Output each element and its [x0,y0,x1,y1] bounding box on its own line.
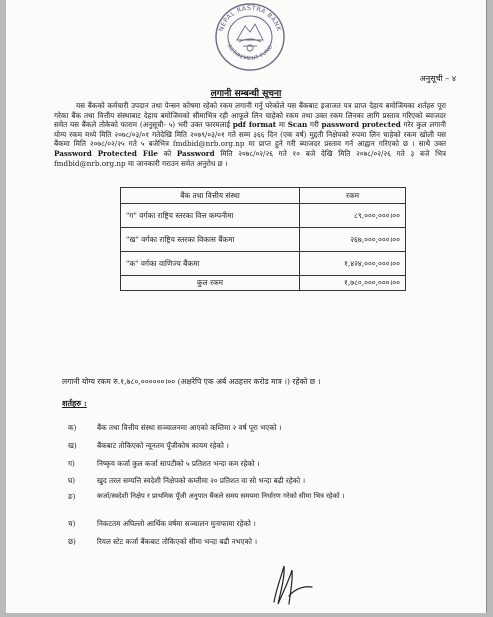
condition-label: ङ) [68,492,76,501]
document-page [6,0,487,613]
table-header-institution: बैंक तथा वित्तीय संस्था [121,188,300,204]
condition-text: निष्कृय कर्जा कुल कर्जा सापटीको ५ प्रतिशत भन्दा कम रहेको । [97,459,260,468]
paragraph-text-4: गरेर कुल लगानी योग्य रकम मध्ये मिति २०७८/०३/०१ गतेदेखि मिति २०७९/०३/०१ गते सम्म ३६६ दिन (एक वर्ष) मुद्दती निक्षेपको रुपमा लिन चाहेको रकम खोली यस बैंकमा मिति २०७८/०२/२५ गते ५ बजेभित्र fmdbid@nrb.org.np मा प्राप्त हुने गरी ब्याजदर प्रस्ताव गर्न आह्वान गरिएको छ । साथै उक्त [54,120,446,149]
eligible-amount-text: लगानी योग्य रकम रु.१,७८०,००००००।०० (अक्षरेपि एक अर्ब अठहत्तर करोड मात्र ।) रहेको छ । [62,377,321,386]
condition-text: बैंक तथा वित्तीय संस्था सञ्चालनमा आएको कम्तिमा २ वर्ष पूरा भएको । [97,423,282,432]
table-cell-amount: १,४२४,०००,०००।०० [300,252,406,276]
seal-bottom-text: RETIREMENT FUND [225,43,275,63]
condition-label: घ) [68,476,76,485]
seal-emblem-icon [237,24,263,51]
condition-text: रियल स्टेट कर्जा बैंकबाट तोकिएको सीमा भन्दा बढी नभएको । [97,537,258,546]
paragraph-text-6: मिति २०७८/०२/२६ गते १० बजे देखि मिति २०७८/०२/२६ गते ३ बजे भित्र fmdbid@nrb.org.np मा जानकारी गराउन समेत अनुरोध छ । [54,148,446,168]
conditions-heading: शर्तहरु : [62,398,87,408]
table-cell-institution: "ग" वर्गका राष्ट्रिय स्तरका वित्त कम्पनीमा [121,204,300,228]
paragraph-pdf-format: pdf format [232,120,277,130]
table-cell-amount: ८९,०००,०००।०० [300,204,406,228]
condition-label: च) [68,519,76,528]
notice-title: लगानी सम्बन्धी सूचना [210,89,282,99]
svg-text:RETIREMENT FUND [226,44,275,62]
condition-label: ग) [68,459,75,468]
svg-text:NEPAL RASTRA BANK [218,5,282,33]
condition-text: बैंकबाट तोकिएको न्यूनतम पूँजीकोष कायम रहेको । [97,441,229,450]
handwritten-signature [260,560,320,610]
notice-paragraph [54,101,446,168]
condition-text: खुद तरल सम्पत्ति स्वदेशी निक्षेपको कम्तीमा २० प्रतिशत वा सो भन्दा बढी रहेको । [97,476,306,485]
nepal-rastra-bank-retirement-fund-seal [205,2,295,72]
table-header-row [121,188,406,204]
condition-label: क) [68,423,77,432]
condition-label: छ) [68,537,76,546]
condition-text: कर्जा/स्वदेशी निक्षेप र प्राथमिक पूँजी अनुपात बैंकले समय समयमा निर्धारण गरेको सीमा भित्र रहेको । [97,492,345,500]
allocation-table [120,187,406,291]
table-row [121,228,406,252]
table-header-amount: रकम [300,188,406,204]
table-cell-amount: २६७,०००,०००।०० [300,228,406,252]
paragraph-text-5: को [157,148,177,158]
table-total-row [121,276,406,291]
condition-label: ख) [68,441,77,450]
table-cell-institution: "क" वर्गका वाणिज्य बैंकमा [121,252,300,276]
paragraph-text-3: गरी [307,120,322,130]
seal-top-text: NEPAL RASTRA BANK [217,4,283,33]
paragraph-text-2: मा [276,120,288,130]
table-total-value: १,७८०,०००,०००।०० [300,276,406,291]
table-total-label: कुल रकम [121,276,300,291]
paragraph-password-protected: password protected [321,120,401,130]
table-row [121,252,406,276]
table-row [121,204,406,228]
paragraph-scan: Scan [287,120,308,130]
paragraph-text-1: यस बैंकको कर्मचारी उपदान तथा पेन्सन कोषमा रहेको रकम लगानी गर्नु परेकोले यस बैंकबाट इजाजत पत्र प्राप्त देहाय बमोजिमका शर्तहरु पूरा गरेका बैंक तथा वित्तीय संस्थाबाट देहाय बमोजिमको सीमाभित्र रही आफूले लिन चाहेको रकम तथा उक्त रकम लिनका लागि प्रस्ताव गरिएको ब्याजदर समेत यस बैंकले तोकेको फाराम (अनुसूची- ५) भरी उक्त फारमलाई [54,101,446,130]
condition-text: निकटतम अघिल्लो आर्थिक वर्षमा सञ्चालन मुनाफामा रहेको । [97,519,256,528]
annex-label: अनुसूची – ४ [419,74,456,83]
paragraph-password-protected-file: Password Protected File [54,148,158,158]
table-cell-institution: "ख" वर्गका राष्ट्रिय स्तरका विकास बैंकमा [121,228,300,252]
paragraph-password: Password [176,148,215,158]
